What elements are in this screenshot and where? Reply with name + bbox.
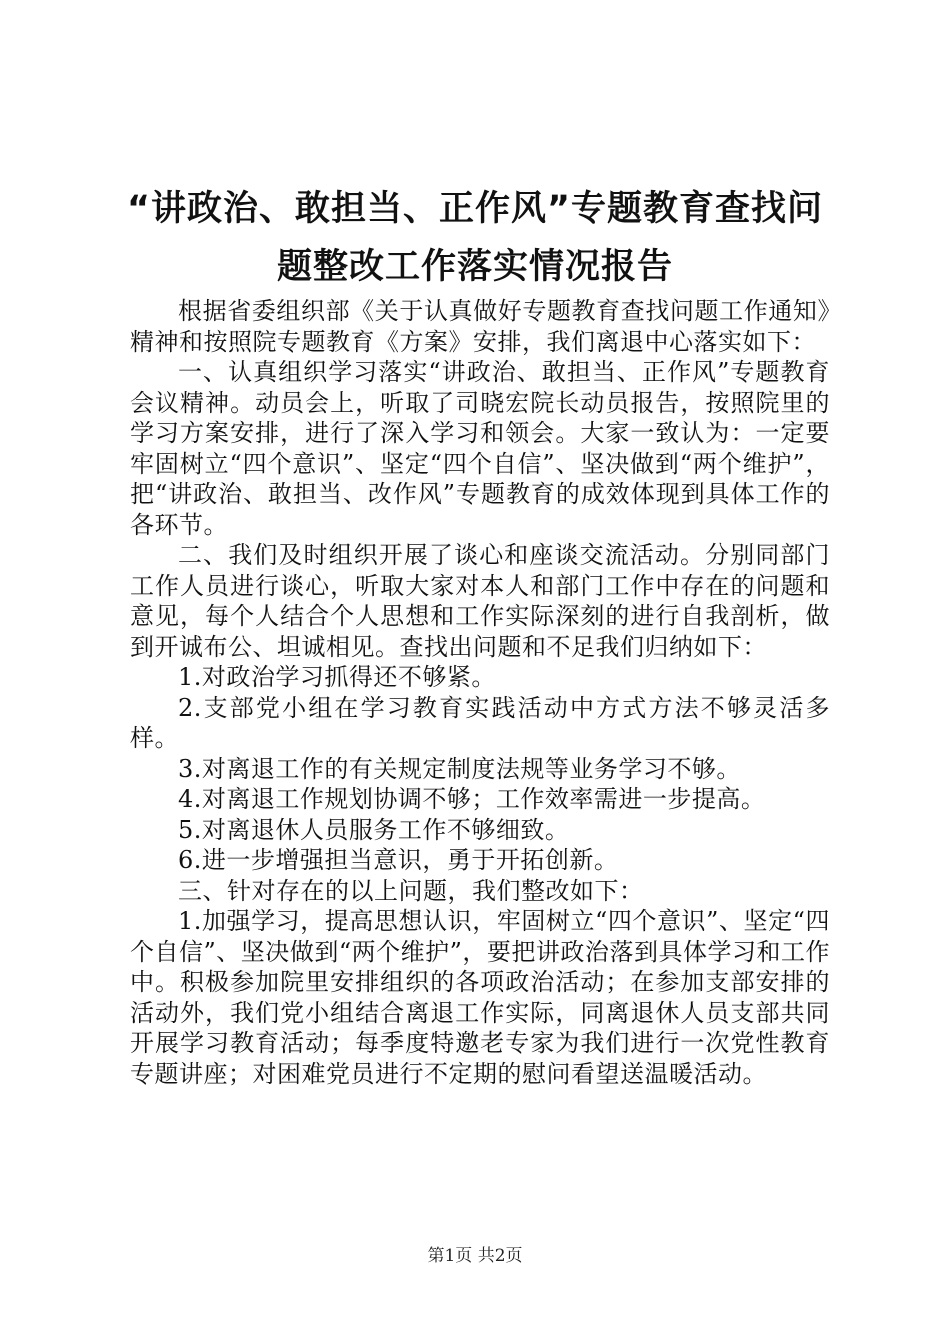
problem-item-2: 2.支部党小组在学习教育实践活动中方式方法不够灵活多样。	[130, 693, 830, 752]
problem-item-5: 5.对离退休人员服务工作不够细致。	[178, 815, 570, 844]
problem-item-6: 6.进一步增强担当意识，勇于开拓创新。	[178, 846, 619, 874]
paragraph-intro: 根据省委组织部《关于认真做好专题教育查找问题工作通知》精神和按照院专题教育《方案》安排，我们离退中心落实如下：	[130, 297, 830, 356]
problem-item-1: 1.对政治学习抓得还不够紧。	[178, 663, 496, 691]
paragraph-section-3: 三、针对存在的以上问题，我们整改如下：	[178, 876, 644, 905]
document-body	[130, 296, 830, 1089]
document-title	[118, 180, 832, 296]
problem-item-4: 4.对离退工作规划协调不够；工作效率需进一步提高。	[178, 785, 766, 813]
paragraph-section-1: 一、认真组织学习落实“讲政治、敢担当、正作风”专题教育会议精神。动员会上，听取了司晓宏院长动员报告，按照院里的学习方案安排，进行了深入学习和领会。大家一致认为：一定要牢固树立“四个意识”、坚定“四个自信”、坚决做到“两个维护”，把“讲政治、敢担当、改作风”专题教育的成效体现到具体工作的各环节。	[130, 358, 830, 539]
title-line-1: “讲政治、敢担当、正作风”专题教育查找问	[126, 189, 823, 229]
paragraph-section-2: 二、我们及时组织开展了谈心和座谈交流活动。分别同部门工作人员进行谈心，听取大家对本人和部门工作中存在的问题和意见，每个人结合个人思想和工作实际深刻的进行自我剖析，做到开诚布公、坦诚相见。查找出问题和不足我们归纳如下：	[130, 541, 830, 661]
rectification-item-1: 1.加强学习，提高思想认识，牢固树立“四个意识”、坚定“四个自信”、坚决做到“两个维护”，要把讲政治落到具体学习和工作中。积极参加院里安排组织的各项政治活动；在参加支部安排的活动外，我们党小组结合离退工作实际，同离退休人员支部共同开展学习教育活动；每季度特邀老专家为我们进行一次党性教育专题讲座；对困难党员进行不定期的慰问看望送温暖活动。	[130, 907, 830, 1088]
title-line-2: 题整改工作落实情况报告	[276, 247, 673, 287]
page-number-footer: 第1页 共2页	[427, 1246, 523, 1266]
problem-item-3: 3.对离退工作的有关规定制度法规等业务学习不够。	[178, 754, 741, 783]
